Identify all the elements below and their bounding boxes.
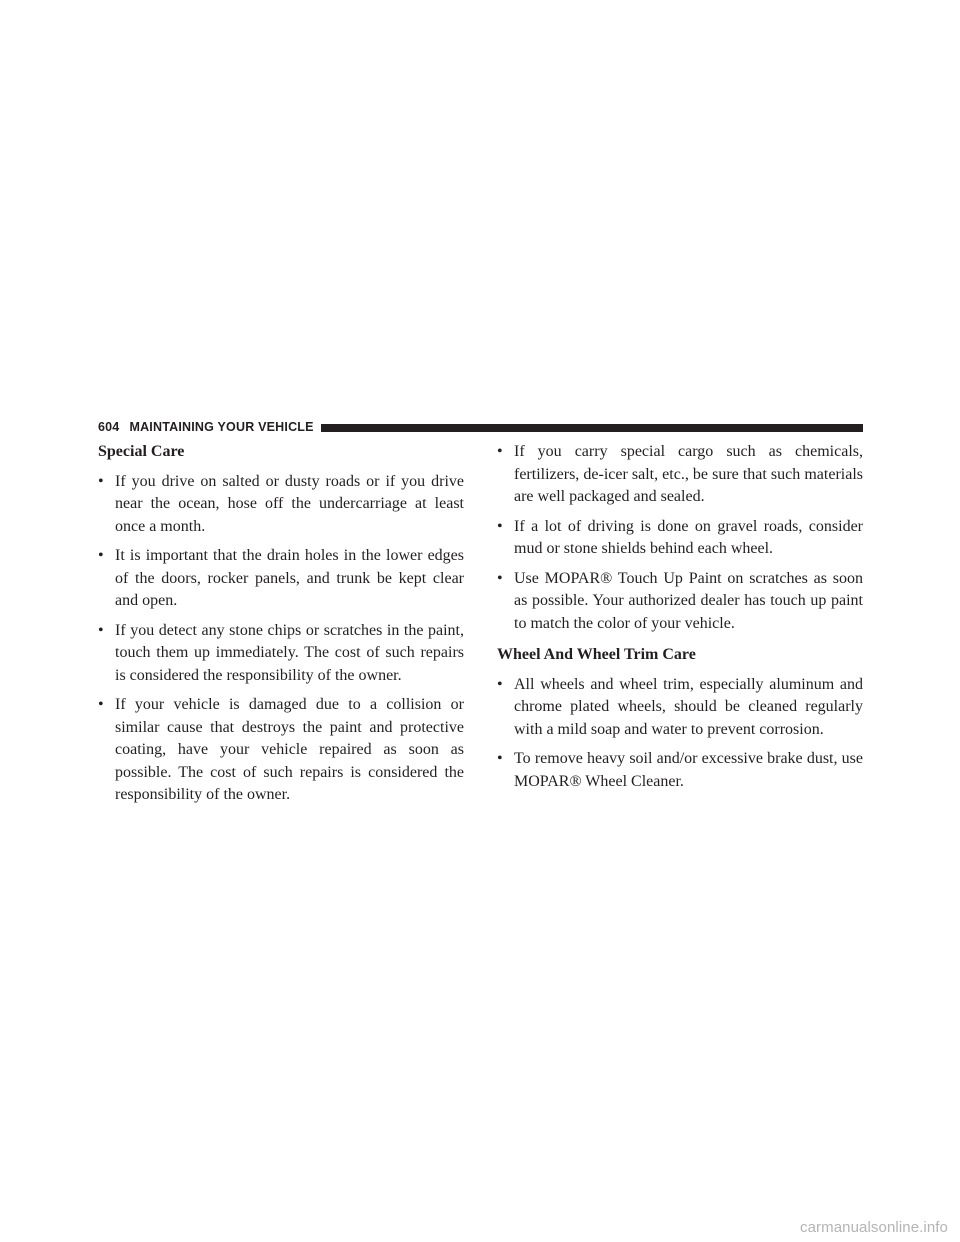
page-number: 604 <box>98 420 120 434</box>
list-item <box>497 748 863 793</box>
list-item-text: It is important that the drain holes in the lower edges of the doors, rocker panels, and trunk be kept clear and open. <box>115 547 464 609</box>
bullet-icon: • <box>98 696 104 713</box>
bullet-icon: • <box>497 443 503 460</box>
bullet-icon: • <box>497 517 503 535</box>
special-care-heading: Special Care <box>98 443 185 460</box>
bullet-icon: • <box>497 675 503 693</box>
wheel-care-list <box>497 674 863 794</box>
special-care-list-continued <box>497 441 863 635</box>
right-column <box>497 441 863 800</box>
list-item <box>497 516 863 561</box>
list-item-text: If you drive on salted or dusty roads or if you drive near the ocean, hose off the undercarriage at least once a month. <box>115 472 464 535</box>
watermark: carmanualsonline.info <box>799 1219 948 1236</box>
bullet-icon: • <box>98 621 104 639</box>
list-item-text: If a lot of driving is done on gravel roads, consider mud or stone shields behind each wheel. <box>514 517 863 557</box>
page-header <box>98 418 863 436</box>
list-item <box>497 674 863 742</box>
wheel-care-heading: Wheel And Wheel Trim Care <box>497 646 696 663</box>
list-item-text: If your vehicle is damaged due to a collision or similar cause that destroys the paint and protective coating, have your vehicle repaired as soon as possible. The cost of such repairs is considered the responsibility of the owner. <box>115 696 464 803</box>
header-rule <box>321 424 863 432</box>
section-title: MAINTAINING YOUR VEHICLE <box>129 420 314 434</box>
list-item-text: Use MOPAR® Touch Up Paint on scratches as soon as possible. Your authorized dealer has touch up paint to match the color of your vehicle. <box>514 569 863 632</box>
list-item <box>98 471 464 539</box>
bullet-icon: • <box>497 569 503 587</box>
list-item-text: If you detect any stone chips or scratches in the paint, touch them up immediately. The cost of such repairs is considered the responsibility of the owner. <box>115 621 464 684</box>
list-item <box>98 620 464 688</box>
list-item <box>98 694 464 807</box>
list-item-text: All wheels and wheel trim, especially aluminum and chrome plated wheels, should be cleaned regularly with a mild soap and water to prevent corrosion. <box>514 675 863 738</box>
bullet-icon: • <box>98 472 104 490</box>
list-item <box>497 568 863 636</box>
list-item <box>98 545 464 613</box>
special-care-list <box>98 471 464 807</box>
list-item-text: To remove heavy soil and/or excessive brake dust, use MOPAR® Wheel Cleaner. <box>514 750 863 790</box>
list-item-text: If you carry special cargo such as chemicals, fertilizers, de-icer salt, etc., be sure that such materials are well packaged and sealed. <box>514 443 863 505</box>
bullet-icon: • <box>98 547 104 564</box>
bullet-icon: • <box>497 750 503 767</box>
list-item <box>497 441 863 509</box>
left-column <box>98 441 464 814</box>
